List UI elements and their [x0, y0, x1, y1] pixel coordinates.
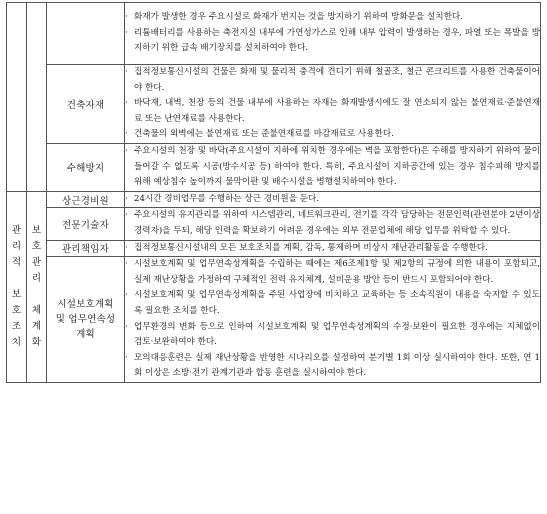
- list-item: · 건축물의 외벽에는 불연재료 또는 준불연재료를 마감재료로 사용한다.: [125, 129, 394, 140]
- list-item: · 집적정보통신시설내의 모든 보호조치를 계획, 감독, 통제하며 비상시 재난관리활동을 수행한다.: [125, 242, 488, 253]
- list-item: · 리튬배터리를 사용하는 축전지실 내부에 가연성가스로 인해 내부 압력이 발생하는 경우, 파열 또는 폭발을 방지하기 위한 급속 배기장치를 설치하여야 한다.: [125, 27, 540, 54]
- guard-label: 상근경비원: [47, 191, 125, 208]
- manager-row: [7, 240, 541, 257]
- plan-row: [7, 257, 541, 383]
- guard-row: [7, 191, 541, 208]
- list-item: · 시설보호계획 및 업무연속성계획을 수립하는 때에는 제6조제1항 및 제2항의 규정에 의한 내용이 포함되고, 실제 재난상황을 가정하여 구체적인 전력 유지체계, 설비운용 방안 등이 반드시 포함되어야 한다.: [125, 259, 540, 285]
- technician-label: 전문기술자: [47, 208, 125, 240]
- list-item: · 24시간 경비업무를 수행하는 상근 경비원을 둔다.: [125, 193, 320, 204]
- list-item: · 집적정보통신시설의 건물은 화재 및 물리적 충격에 견디기 위해 철골조, 철근 콘크리트를 사용한 건축물이어야 한다.: [125, 67, 540, 93]
- plan-label: 시설보호계획 및 업무연속성 계획: [47, 257, 125, 383]
- building-material-row: [7, 65, 541, 144]
- mid-label: 보 호 관 리 체 계 화: [27, 191, 47, 382]
- flood-content: [125, 143, 541, 191]
- building-material-content: [125, 65, 541, 144]
- plan-content: [125, 257, 541, 383]
- technician-row: [7, 208, 541, 240]
- flood-label: 수해방지: [47, 143, 125, 191]
- fire-label-cell: [47, 3, 125, 65]
- list-item: · 시설보호계획 및 업무연속성계획을 주된 사업장에 비치하고 교육하는 등 소속직원이 내용을 숙지할 수 있도록 필요한 조치를 한다.: [125, 290, 540, 316]
- manager-content: [125, 240, 541, 257]
- technician-content: [125, 208, 541, 240]
- fire-content: [125, 3, 541, 65]
- building-material-label: 건축자재: [47, 65, 125, 144]
- list-item: · 모의대응훈련은 실제 재난상황을 반영한 시나리오를 설정하여 분기별 1회 이상 실시하여야 한다. 또한, 연 1회 이상은 소방·전기 관계기관과 합동 훈련을 실시하여야 한다.: [125, 352, 540, 379]
- fire-row: [7, 3, 541, 65]
- flood-row: [7, 143, 541, 191]
- list-item: · 바닥재, 내벽, 천장 등의 건물 내부에 사용하는 자재는 화재발생시에도 잘 연소되지 않는 불연재료·준불연재료 또는 난연재료를 사용한다.: [125, 98, 540, 124]
- list-item: · 화재가 발생한 경우 주요시설로 화재가 번지는 것을 방지하기 위하여 방화문을 설치한다.: [125, 12, 463, 23]
- manager-label: 관리책임자: [47, 240, 125, 257]
- outer-label: 관 리 적 보 호 조 치: [7, 191, 27, 382]
- guard-content: [125, 191, 541, 208]
- top-outer-cell: [7, 3, 27, 192]
- top-mid-cell: [27, 3, 47, 192]
- list-item: · 업무환경의 변화 등으로 인하여 시설보호계획 및 업무연속성계획의 수정·보완이 필요한 경우에는 지체없이 검토·보완하여야 한다.: [125, 321, 540, 348]
- list-item: · 주요시설의 천장 및 바닥(주요시설이 지하에 위치한 경우에는 벽을 포함한다)은 수해를 방지하기 위하여 물이 들어갈 수 없도록 시공(방수시공 등) 하여야 한다. 특히, 주요시설이 지하공간에 있는 경우 침수피해 방지를 위해 예상침수 높이까지 물막이판 및 배수시설을 병행설치하여야 한다.: [125, 145, 540, 188]
- regulation-table: [6, 2, 541, 383]
- list-item: · 주요시설의 유지관리를 위하여 시스템관리, 네트워크관리, 전기를 각각 담당하는 전문인력(관련분야 2년이상 경력자)을 두되, 해당 인력을 확보하기 어려운 경우에는 외부 전문업체에 해당 업무를 위탁할 수 있다.: [125, 210, 540, 236]
